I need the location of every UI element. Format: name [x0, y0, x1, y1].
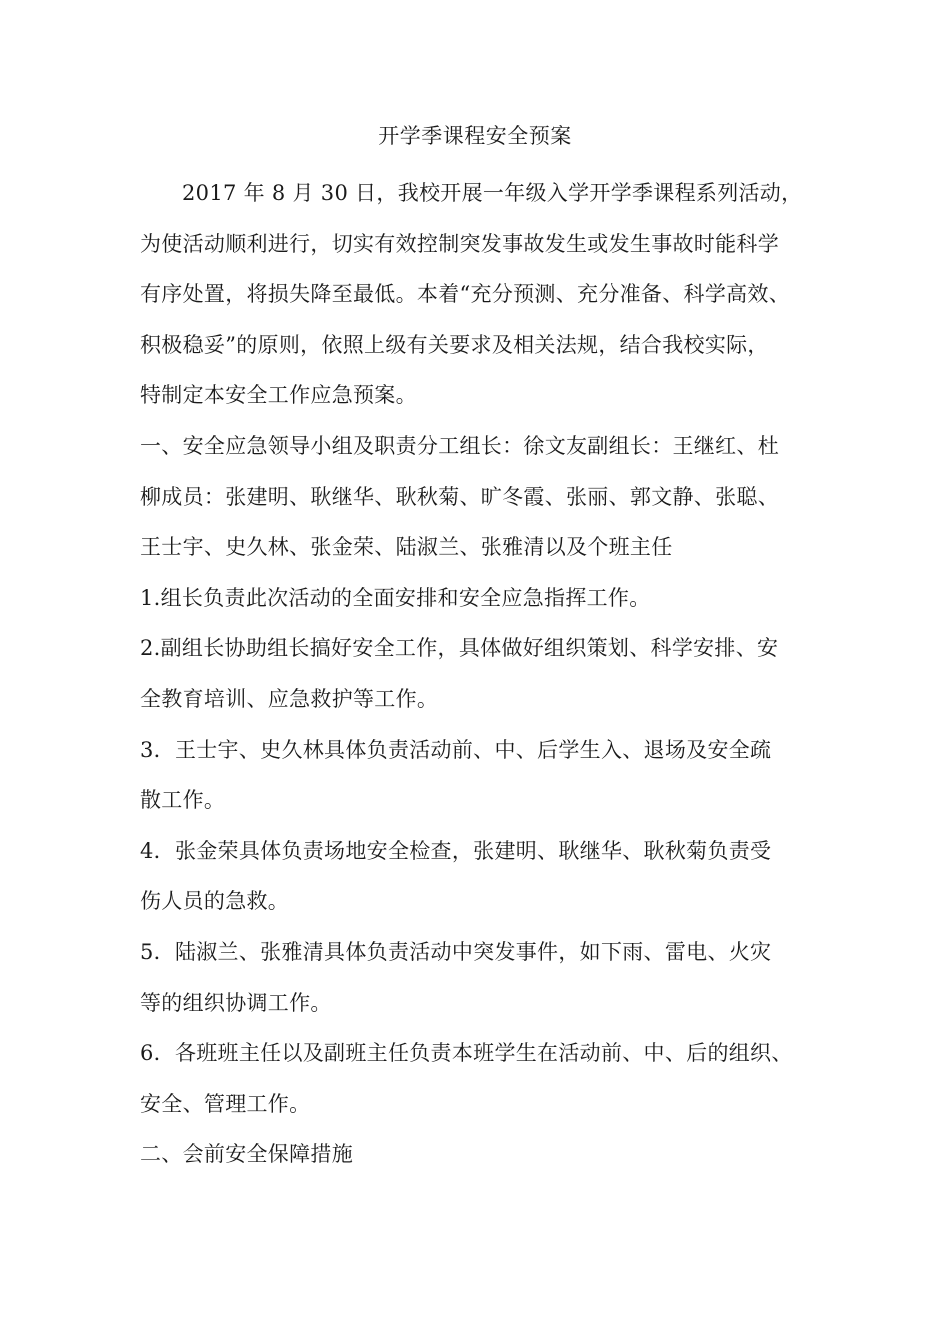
paragraph-line: 王士宇、史久林、张金荣、陆淑兰、张雅清以及个班主任 — [140, 535, 673, 560]
list-item-line: 2.副组长协助组长搞好安全工作，具体做好组织策划、科学安排、安 — [140, 636, 779, 661]
paragraph-line: 积极稳妥”的原则，依照上级有关要求及相关法规，结合我校实际， — [140, 332, 769, 357]
list-item-line: 4．张金荣具体负责场地安全检查，张建明、耿继华、耿秋菊负责受 — [140, 838, 772, 863]
list-item-line: 伤人员的急救。 — [140, 889, 290, 914]
section-heading-line: 二、会前安全保障措施 — [140, 1142, 353, 1167]
list-item-line: 全教育培训、应急救护等工作。 — [140, 686, 439, 711]
list-item-line: 散工作。 — [140, 788, 226, 813]
paragraph-line: 有序处置，将损失降至最低。本着“充分预测、充分准备、科学高效、 — [140, 282, 791, 307]
list-item-line: 5．陆淑兰、张雅清具体负责活动中突发事件，如下雨、雷电、火灾 — [140, 939, 772, 964]
document-title: 开学季课程安全预案 — [378, 124, 572, 148]
section-heading-line: 一、安全应急领导小组及职责分工组长：徐文友副组长：王继红、杜 — [140, 433, 779, 458]
list-item-line: 等的组织协调工作。 — [140, 990, 332, 1015]
paragraph-line: 柳成员：张建明、耿继华、耿秋菊、旷冬霞、张丽、郭文静、张聪、 — [140, 484, 779, 509]
list-item-line: 3．王士宇、史久林具体负责活动前、中、后学生入、退场及安全疏 — [140, 737, 772, 762]
paragraph-line: 为使活动顺利进行，切实有效控制突发事故发生或发生事故时能科学 — [140, 231, 779, 256]
list-item-line: 6．各班班主任以及副班主任负责本班学生在活动前、中、后的组织、 — [140, 1041, 793, 1066]
paragraph-line: 2017 年 8 月 30 日，我校开展一年级入学开学季课程系列活动， — [182, 181, 803, 205]
list-item-line: 1.组长负责此次活动的全面安排和安全应急指挥工作。 — [140, 585, 651, 610]
document-body — [140, 168, 820, 1180]
paragraph-line: 特制定本安全工作应急预案。 — [140, 383, 417, 408]
list-item-line: 安全、管理工作。 — [140, 1091, 311, 1116]
